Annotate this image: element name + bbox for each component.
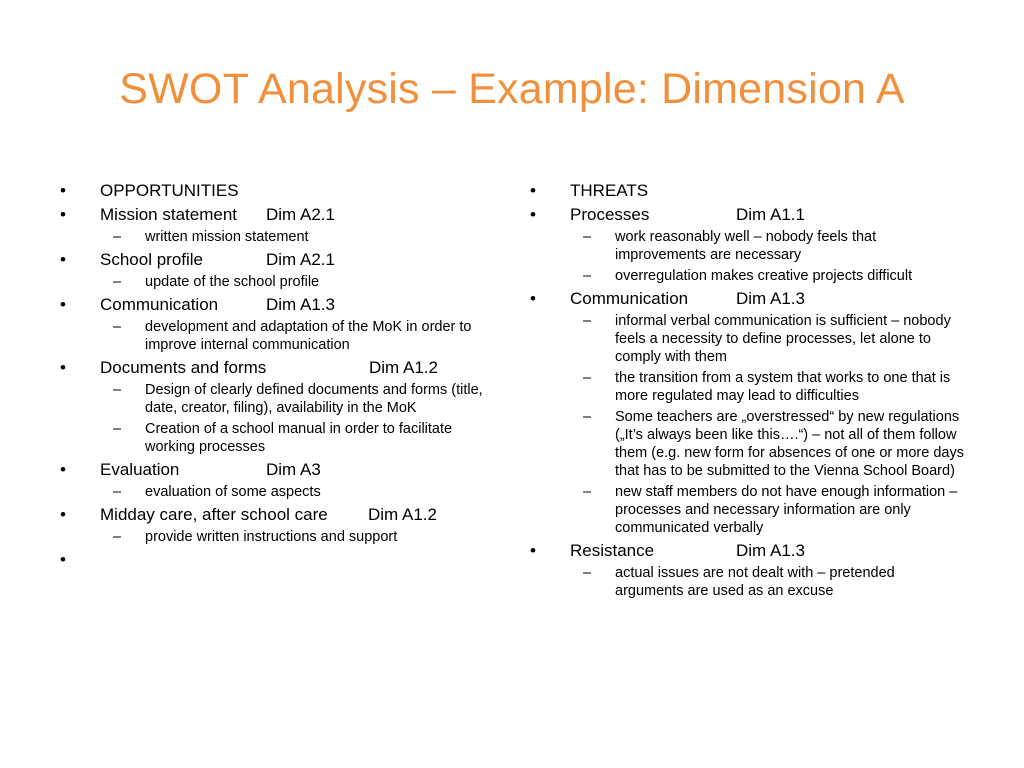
bullet-marker: • — [60, 550, 66, 569]
threat-item-processes — [526, 204, 966, 225]
dash-marker: – — [583, 565, 592, 581]
bullet-marker: • — [60, 460, 66, 479]
opportunities-heading-item — [56, 180, 496, 201]
item-label: Processes — [570, 205, 650, 224]
sub-item-text: the transition from a system that works to one that is more regulated may lead to difficulties — [615, 370, 951, 404]
sub-item — [526, 369, 966, 405]
dash-marker: – — [583, 229, 592, 245]
sub-item-text: Some teachers are „overstressed“ by new regulations („It’s always been like this….“) – not all of them follow them (e.g. new form for absences of one or more days that has to be submitted to the Vienna School Board) — [615, 409, 964, 479]
item-dimension: Dim A1.3 — [736, 289, 805, 308]
slide-title: SWOT Analysis – Example: Dimension A — [119, 65, 905, 113]
item-dimension: Dim A1.2 — [369, 358, 438, 377]
sub-item-text: work reasonably well – nobody feels that improvements are necessary — [615, 229, 877, 263]
bullet-marker: • — [530, 205, 536, 224]
threats-column — [526, 180, 966, 603]
sub-item-text: written mission statement — [145, 229, 309, 245]
bullet-marker: • — [60, 205, 66, 224]
bullet-marker: • — [60, 505, 66, 524]
dash-marker: – — [113, 274, 122, 290]
sub-item-text: update of the school profile — [145, 274, 320, 290]
item-label: Mission statement — [100, 205, 237, 224]
threat-item-resistance — [526, 540, 966, 561]
empty-bullet-item — [56, 549, 496, 570]
sub-item — [56, 318, 496, 354]
sub-item — [56, 228, 496, 246]
dash-marker: – — [583, 313, 592, 329]
sub-item — [56, 483, 496, 501]
threats-heading-item — [526, 180, 966, 201]
sub-item-text: Creation of a school manual in order to facilitate working processes — [145, 421, 453, 455]
bullet-marker: • — [530, 541, 536, 560]
item-dimension: Dim A2.1 — [266, 250, 335, 269]
opportunity-item-evaluation — [56, 459, 496, 480]
item-dimension: Dim A1.2 — [368, 505, 437, 524]
sub-item — [526, 408, 966, 480]
sub-item-text: provide written instructions and support — [145, 529, 398, 545]
item-label: Evaluation — [100, 460, 180, 479]
sub-item — [526, 564, 966, 600]
item-dimension: Dim A2.1 — [266, 205, 335, 224]
bullet-marker: • — [60, 295, 66, 314]
item-label: Communication — [570, 289, 689, 308]
sub-item-text: new staff members do not have enough information – processes and necessary information are only communicated verbally — [615, 484, 958, 536]
sub-item-text: actual issues are not dealt with – pretended arguments are used as an excuse — [615, 565, 895, 599]
dash-marker: – — [113, 421, 122, 437]
opportunity-item-documents-and-forms — [56, 357, 496, 378]
opportunities-heading: OPPORTUNITIES — [100, 181, 239, 200]
bullet-marker: • — [60, 358, 66, 377]
opportunities-column — [56, 180, 496, 573]
sub-item — [56, 528, 496, 546]
item-label: Documents and forms — [100, 358, 267, 377]
item-label: Communication — [100, 295, 219, 314]
sub-item-text: development and adaptation of the MoK in order to improve internal communication — [145, 319, 472, 353]
dash-marker: – — [113, 319, 122, 335]
item-dimension: Dim A3 — [266, 460, 321, 479]
sub-item — [56, 273, 496, 291]
sub-item-text: overregulation makes creative projects difficult — [615, 268, 913, 284]
bullet-marker: • — [60, 250, 66, 269]
threats-heading: THREATS — [570, 181, 649, 200]
sub-item — [526, 267, 966, 285]
opportunity-item-midday-care — [56, 504, 496, 525]
sub-item — [526, 228, 966, 264]
dash-marker: – — [113, 229, 122, 245]
threat-item-communication — [526, 288, 966, 309]
sub-item-text: evaluation of some aspects — [145, 484, 321, 500]
bullet-marker: • — [60, 181, 66, 200]
dash-marker: – — [583, 370, 592, 386]
item-dimension: Dim A1.3 — [266, 295, 335, 314]
dash-marker: – — [113, 484, 122, 500]
item-label: School profile — [100, 250, 204, 269]
dash-marker: – — [583, 409, 592, 425]
item-dimension: Dim A1.1 — [736, 205, 805, 224]
dash-marker: – — [583, 484, 592, 500]
dash-marker: – — [113, 382, 122, 398]
item-label: Midday care, after school care — [100, 505, 328, 524]
opportunity-item-communication — [56, 294, 496, 315]
item-dimension: Dim A1.3 — [736, 541, 805, 560]
sub-item-text: Design of clearly defined documents and forms (title, date, creator, filing), availability in the MoK — [145, 382, 483, 416]
sub-item-text: informal verbal communication is sufficient – nobody feels a necessity to define processes, let alone to comply with them — [615, 313, 951, 365]
dash-marker: – — [113, 529, 122, 545]
bullet-marker: • — [530, 181, 536, 200]
sub-item — [56, 381, 496, 417]
bullet-marker: • — [530, 289, 536, 308]
opportunity-item-school-profile — [56, 249, 496, 270]
opportunity-item-mission-statement — [56, 204, 496, 225]
sub-item — [526, 483, 966, 537]
sub-item — [56, 420, 496, 456]
sub-item — [526, 312, 966, 366]
item-label: Resistance — [570, 541, 655, 560]
dash-marker: – — [583, 268, 592, 284]
